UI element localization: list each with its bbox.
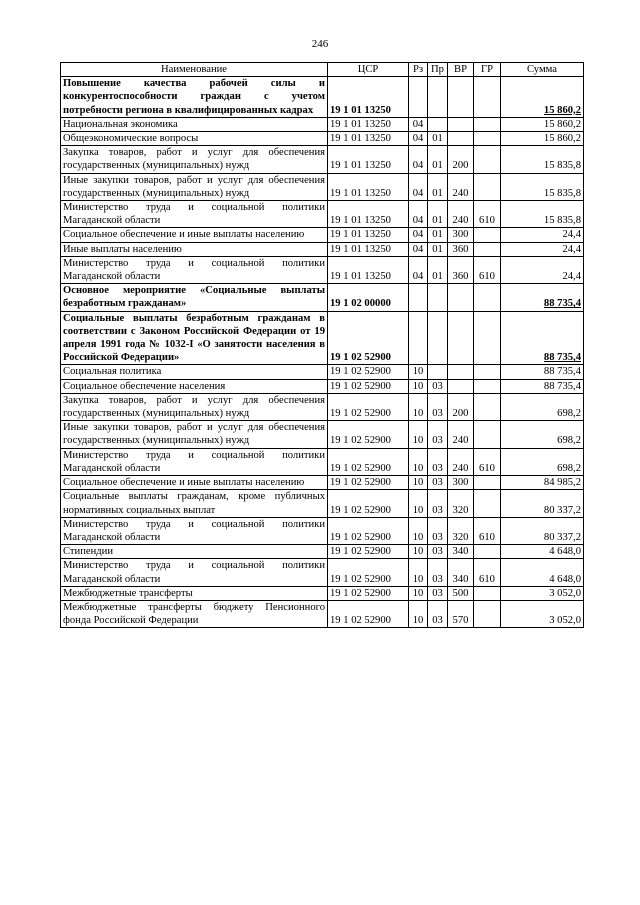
table-row <box>61 517 584 544</box>
cell-gr <box>474 421 501 448</box>
cell-csr: 19 1 02 52900 <box>328 600 409 627</box>
cell-rz <box>409 311 428 365</box>
cell-gr <box>474 476 501 490</box>
cell-rz: 04 <box>409 242 428 256</box>
cell-vr <box>448 365 474 379</box>
cell-gr <box>474 284 501 311</box>
cell-vr: 320 <box>448 490 474 517</box>
cell-pr: 03 <box>428 393 448 420</box>
cell-pr: 03 <box>428 448 448 475</box>
cell-sum: 698,2 <box>501 421 584 448</box>
table-row <box>61 476 584 490</box>
cell-vr: 340 <box>448 545 474 559</box>
cell-rz: 10 <box>409 586 428 600</box>
cell-name: Межбюджетные трансферты <box>61 586 328 600</box>
cell-sum: 24,4 <box>501 228 584 242</box>
cell-gr <box>474 311 501 365</box>
cell-sum: 15 860,2 <box>501 77 584 118</box>
cell-rz: 10 <box>409 545 428 559</box>
cell-vr: 200 <box>448 146 474 173</box>
cell-csr: 19 1 02 52900 <box>328 448 409 475</box>
table-row <box>61 393 584 420</box>
cell-csr: 19 1 01 13250 <box>328 173 409 200</box>
cell-vr: 360 <box>448 242 474 256</box>
cell-vr: 240 <box>448 173 474 200</box>
cell-vr: 200 <box>448 393 474 420</box>
cell-pr: 01 <box>428 228 448 242</box>
cell-sum: 3 052,0 <box>501 586 584 600</box>
cell-sum: 80 337,2 <box>501 517 584 544</box>
cell-name: Министерство труда и социальной политики Магаданской области <box>61 448 328 475</box>
cell-name: Межбюджетные трансферты бюджету Пенсионного фонда Российской Федерации <box>61 600 328 627</box>
cell-name: Министерство труда и социальной политики Магаданской области <box>61 256 328 283</box>
cell-gr: 610 <box>474 559 501 586</box>
cell-name: Закупка товаров, работ и услуг для обеспечения государственных (муниципальных) нужд <box>61 146 328 173</box>
cell-rz: 10 <box>409 517 428 544</box>
header-pr: Пр <box>428 63 448 77</box>
cell-csr: 19 1 02 52900 <box>328 379 409 393</box>
page-number: 246 <box>311 38 329 50</box>
cell-name: Социальное обеспечение населения <box>61 379 328 393</box>
table-header-row <box>61 63 584 77</box>
cell-csr: 19 1 01 13250 <box>328 242 409 256</box>
table-row <box>61 311 584 365</box>
cell-pr: 01 <box>428 201 448 228</box>
cell-pr: 03 <box>428 421 448 448</box>
cell-rz: 04 <box>409 117 428 131</box>
cell-pr <box>428 365 448 379</box>
cell-csr: 19 1 02 00000 <box>328 284 409 311</box>
cell-pr <box>428 117 448 131</box>
cell-gr: 610 <box>474 201 501 228</box>
cell-sum: 24,4 <box>501 256 584 283</box>
header-sum: Сумма <box>501 63 584 77</box>
cell-rz: 04 <box>409 146 428 173</box>
header-csr: ЦСР <box>328 63 409 77</box>
cell-vr: 360 <box>448 256 474 283</box>
cell-gr <box>474 132 501 146</box>
cell-rz: 10 <box>409 393 428 420</box>
cell-vr <box>448 132 474 146</box>
cell-csr: 19 1 02 52900 <box>328 586 409 600</box>
table-row <box>61 448 584 475</box>
cell-vr <box>448 284 474 311</box>
cell-pr: 01 <box>428 146 448 173</box>
cell-gr: 610 <box>474 448 501 475</box>
cell-csr: 19 1 02 52900 <box>328 545 409 559</box>
cell-sum: 698,2 <box>501 393 584 420</box>
cell-vr: 570 <box>448 600 474 627</box>
cell-name: Социальные выплаты гражданам, кроме публичных нормативных социальных выплат <box>61 490 328 517</box>
cell-csr: 19 1 02 52900 <box>328 393 409 420</box>
cell-name: Стипендии <box>61 545 328 559</box>
cell-csr: 19 1 02 52900 <box>328 476 409 490</box>
cell-rz <box>409 77 428 118</box>
header-name: Наименование <box>61 63 328 77</box>
cell-name: Министерство труда и социальной политики Магаданской области <box>61 517 328 544</box>
cell-sum: 15 860,2 <box>501 117 584 131</box>
cell-sum: 3 052,0 <box>501 600 584 627</box>
cell-vr <box>448 379 474 393</box>
cell-pr: 03 <box>428 490 448 517</box>
cell-name: Иные закупки товаров, работ и услуг для обеспечения государственных (муниципальных) нужд <box>61 173 328 200</box>
cell-pr: 01 <box>428 242 448 256</box>
cell-vr <box>448 311 474 365</box>
cell-sum: 84 985,2 <box>501 476 584 490</box>
cell-vr: 340 <box>448 559 474 586</box>
cell-rz: 04 <box>409 201 428 228</box>
cell-rz: 04 <box>409 132 428 146</box>
cell-pr: 03 <box>428 545 448 559</box>
cell-gr <box>474 490 501 517</box>
cell-csr: 19 1 01 13250 <box>328 256 409 283</box>
table-row <box>61 586 584 600</box>
cell-rz: 10 <box>409 490 428 517</box>
cell-name: Социальная политика <box>61 365 328 379</box>
cell-gr <box>474 77 501 118</box>
cell-vr <box>448 77 474 118</box>
cell-sum: 80 337,2 <box>501 490 584 517</box>
cell-name: Министерство труда и социальной политики Магаданской области <box>61 201 328 228</box>
table-row <box>61 490 584 517</box>
cell-csr: 19 1 02 52900 <box>328 559 409 586</box>
table-row <box>61 77 584 118</box>
cell-name: Повышение качества рабочей силы и конкурентоспособности граждан с учетом потребности региона в квалифицированных кадрах <box>61 77 328 118</box>
cell-gr <box>474 545 501 559</box>
cell-pr <box>428 284 448 311</box>
cell-pr <box>428 311 448 365</box>
cell-csr: 19 1 01 13250 <box>328 146 409 173</box>
cell-csr: 19 1 02 52900 <box>328 517 409 544</box>
cell-csr: 19 1 01 13250 <box>328 117 409 131</box>
header-rz: Рз <box>409 63 428 77</box>
cell-csr: 19 1 01 13250 <box>328 228 409 242</box>
cell-csr: 19 1 02 52900 <box>328 421 409 448</box>
cell-pr <box>428 77 448 118</box>
table-row <box>61 228 584 242</box>
cell-name: Социальное обеспечение и иные выплаты населению <box>61 476 328 490</box>
table-row <box>61 117 584 131</box>
cell-name: Социальные выплаты безработным гражданам в соответствии с Законом Российской Федерации от 19 апреля 1991 года № 1032-I «О занятости населения в Российской Федерации» <box>61 311 328 365</box>
cell-csr: 19 1 02 52900 <box>328 490 409 517</box>
cell-gr: 610 <box>474 517 501 544</box>
cell-csr: 19 1 02 52900 <box>328 365 409 379</box>
cell-pr: 01 <box>428 173 448 200</box>
cell-pr: 01 <box>428 256 448 283</box>
cell-name: Общеэкономические вопросы <box>61 132 328 146</box>
cell-sum: 88 735,4 <box>501 365 584 379</box>
table-row <box>61 421 584 448</box>
table-row <box>61 559 584 586</box>
cell-rz: 04 <box>409 256 428 283</box>
cell-rz: 10 <box>409 448 428 475</box>
cell-gr <box>474 242 501 256</box>
cell-vr: 500 <box>448 586 474 600</box>
cell-sum: 4 648,0 <box>501 559 584 586</box>
table-row <box>61 242 584 256</box>
table-row <box>61 256 584 283</box>
cell-vr <box>448 117 474 131</box>
cell-gr <box>474 228 501 242</box>
cell-sum: 24,4 <box>501 242 584 256</box>
cell-name: Иные закупки товаров, работ и услуг для обеспечения государственных (муниципальных) нужд <box>61 421 328 448</box>
table-row <box>61 600 584 627</box>
cell-gr <box>474 146 501 173</box>
table-row <box>61 545 584 559</box>
cell-csr: 19 1 02 52900 <box>328 311 409 365</box>
cell-sum: 698,2 <box>501 448 584 475</box>
header-gr: ГР <box>474 63 501 77</box>
cell-gr <box>474 600 501 627</box>
cell-csr: 19 1 01 13250 <box>328 132 409 146</box>
cell-csr: 19 1 01 13250 <box>328 77 409 118</box>
cell-sum: 15 835,8 <box>501 173 584 200</box>
cell-gr <box>474 393 501 420</box>
cell-csr: 19 1 01 13250 <box>328 201 409 228</box>
table-row <box>61 132 584 146</box>
cell-sum: 4 648,0 <box>501 545 584 559</box>
cell-vr: 300 <box>448 476 474 490</box>
cell-vr: 240 <box>448 448 474 475</box>
cell-pr: 03 <box>428 600 448 627</box>
cell-pr: 03 <box>428 559 448 586</box>
cell-rz: 10 <box>409 421 428 448</box>
cell-pr: 03 <box>428 517 448 544</box>
cell-rz: 10 <box>409 559 428 586</box>
cell-pr: 03 <box>428 476 448 490</box>
cell-rz: 04 <box>409 173 428 200</box>
cell-name: Иные выплаты населению <box>61 242 328 256</box>
cell-sum: 88 735,4 <box>501 311 584 365</box>
cell-rz: 10 <box>409 365 428 379</box>
cell-vr: 300 <box>448 228 474 242</box>
cell-sum: 88 735,4 <box>501 284 584 311</box>
cell-vr: 320 <box>448 517 474 544</box>
cell-pr: 01 <box>428 132 448 146</box>
cell-name: Национальная экономика <box>61 117 328 131</box>
table-row <box>61 284 584 311</box>
cell-sum: 15 835,8 <box>501 146 584 173</box>
cell-gr <box>474 173 501 200</box>
cell-rz: 10 <box>409 476 428 490</box>
cell-vr: 240 <box>448 421 474 448</box>
cell-gr <box>474 586 501 600</box>
budget-table <box>60 62 584 628</box>
cell-rz <box>409 284 428 311</box>
cell-sum: 15 860,2 <box>501 132 584 146</box>
cell-vr: 240 <box>448 201 474 228</box>
table-row <box>61 146 584 173</box>
cell-pr: 03 <box>428 379 448 393</box>
cell-gr: 610 <box>474 256 501 283</box>
table-row <box>61 379 584 393</box>
cell-pr: 03 <box>428 586 448 600</box>
cell-gr <box>474 365 501 379</box>
cell-name: Закупка товаров, работ и услуг для обеспечения государственных (муниципальных) нужд <box>61 393 328 420</box>
cell-rz: 10 <box>409 600 428 627</box>
cell-sum: 15 835,8 <box>501 201 584 228</box>
cell-sum: 88 735,4 <box>501 379 584 393</box>
cell-rz: 10 <box>409 379 428 393</box>
table-row <box>61 173 584 200</box>
header-vr: ВР <box>448 63 474 77</box>
cell-rz: 04 <box>409 228 428 242</box>
table-row <box>61 201 584 228</box>
table-row <box>61 365 584 379</box>
cell-gr <box>474 117 501 131</box>
cell-name: Основное мероприятие «Социальные выплаты безработным гражданам» <box>61 284 328 311</box>
cell-name: Министерство труда и социальной политики Магаданской области <box>61 559 328 586</box>
cell-gr <box>474 379 501 393</box>
cell-name: Социальное обеспечение и иные выплаты населению <box>61 228 328 242</box>
